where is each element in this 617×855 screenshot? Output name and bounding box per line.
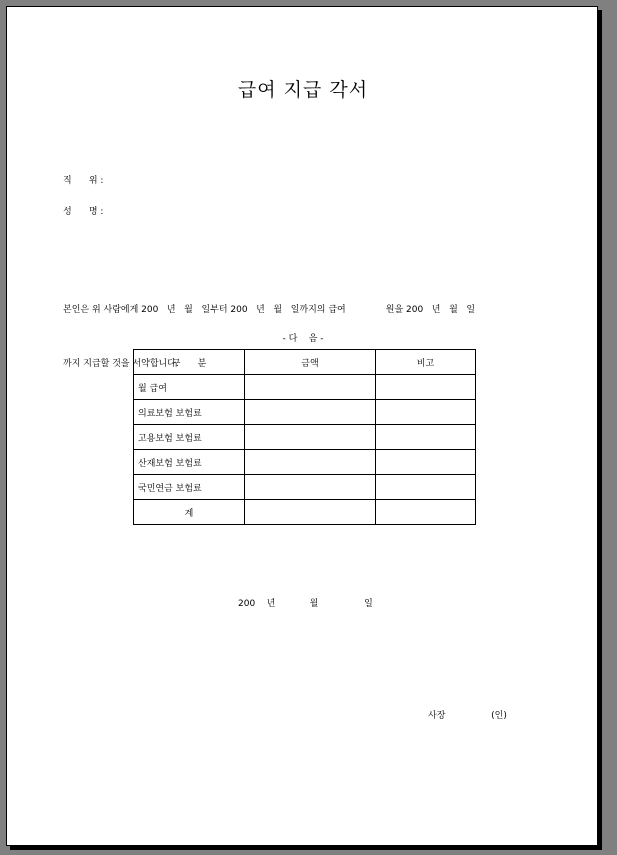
page-shadow-right bbox=[598, 10, 602, 850]
signature-line: 사장 (인) bbox=[428, 711, 507, 721]
row-amount bbox=[245, 475, 376, 500]
row-label: 월 급여 bbox=[134, 375, 245, 400]
row-note bbox=[376, 400, 476, 425]
row-label: 의료보험 보험료 bbox=[134, 400, 245, 425]
row-amount bbox=[245, 375, 376, 400]
name-field: 성 명 : bbox=[63, 207, 104, 217]
table-row bbox=[134, 400, 476, 425]
total-label: 계 bbox=[134, 500, 245, 525]
row-amount bbox=[245, 425, 376, 450]
row-label: 산재보험 보험료 bbox=[134, 450, 245, 475]
pledge-line-2: 까지 지급할 것을 서약합니다. bbox=[63, 359, 179, 369]
row-label: 국민연금 보험료 bbox=[134, 475, 245, 500]
date-line: 200 년 월 일 bbox=[238, 599, 373, 609]
row-note bbox=[376, 475, 476, 500]
row-note bbox=[376, 450, 476, 475]
table-total-row bbox=[134, 500, 476, 525]
total-amount bbox=[245, 500, 376, 525]
list-heading: - 다 음 - bbox=[282, 334, 324, 344]
salary-table bbox=[133, 349, 476, 525]
header-amount: 금액 bbox=[245, 350, 376, 375]
pledge-line-1: 본인은 위 사람에게 200 년 월 일부터 200 년 월 일까지의 급여 원을 200 년 월 일 bbox=[63, 305, 476, 315]
document-title: 급여 지급 각서 bbox=[237, 79, 369, 101]
document-page bbox=[6, 6, 598, 846]
total-note bbox=[376, 500, 476, 525]
table-row bbox=[134, 475, 476, 500]
header-category: 구 분 bbox=[134, 350, 245, 375]
position-field: 직 위 : bbox=[63, 176, 104, 186]
row-amount bbox=[245, 450, 376, 475]
table-row bbox=[134, 375, 476, 400]
row-note bbox=[376, 375, 476, 400]
row-label: 고용보험 보험료 bbox=[134, 425, 245, 450]
table-row bbox=[134, 450, 476, 475]
table-header-row bbox=[134, 350, 476, 375]
page-shadow-bottom bbox=[10, 846, 602, 850]
row-note bbox=[376, 425, 476, 450]
row-amount bbox=[245, 400, 376, 425]
table-row bbox=[134, 425, 476, 450]
header-note: 비고 bbox=[376, 350, 476, 375]
